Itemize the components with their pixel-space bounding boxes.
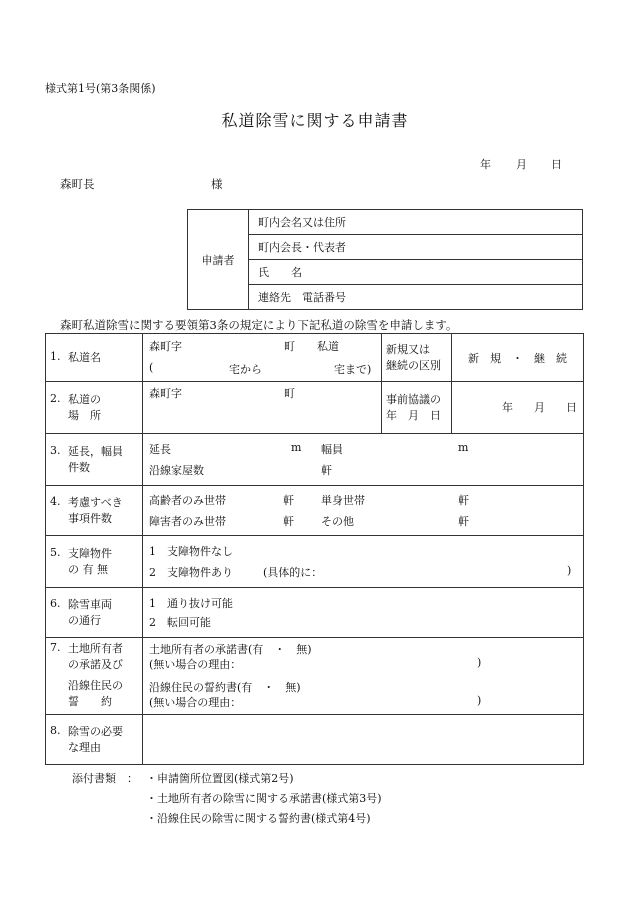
form-number: 様式第1号(第3条関係) [45, 82, 156, 95]
date-year-label: 年 [480, 158, 491, 171]
road-location-cell[interactable] [143, 382, 382, 434]
obstacle-option-present[interactable]: 2 支障物件あり [149, 565, 233, 579]
row-number: 7. [50, 641, 61, 654]
road-location-aza: 森町字 [149, 387, 182, 400]
date-day-label: 日 [551, 158, 562, 171]
owner-reason-close: ) [477, 656, 482, 669]
row-label: 考慮すべき 事項件数 [68, 495, 123, 525]
road-name-to: 宅まで) [334, 362, 372, 376]
resident-reason-label: (無い場合の理由： [149, 696, 242, 709]
row-label-second: 沿線住民の 誓 約 [68, 679, 123, 708]
attachment-item: ・沿線住民の除雪に関する誓約書(様式第4号) [146, 812, 371, 825]
other-unit: 軒 [458, 514, 469, 528]
passage-option-through[interactable]: 1 通り抜け可能 [149, 596, 233, 610]
table-row [46, 638, 584, 715]
applicant-field-phone[interactable]: 連絡先 電話番号 [249, 285, 583, 310]
applicant-label: 申請者 [188, 210, 249, 310]
application-table [45, 333, 584, 765]
row3-label-cell [46, 434, 143, 486]
row-number: 5. [50, 545, 61, 559]
row-number: 6. [50, 596, 61, 610]
row4-label-cell [46, 486, 143, 536]
table-row [46, 715, 584, 765]
row-label: 除雪の必要 な理由 [68, 724, 123, 754]
prior-consultation-label: 事前協議の 年 月 日 [382, 382, 452, 434]
consent-cell[interactable] [143, 638, 584, 715]
disabled-label: 障害者のみ世帯 [149, 514, 226, 528]
row6-label-cell [46, 588, 143, 638]
obstacle-detail-close: ) [567, 563, 572, 577]
statement-text: 森町私道除雪に関する要領第3条の規定により下記私道の除雪を申請します。 [60, 318, 458, 332]
disabled-unit: 軒 [283, 514, 294, 528]
prior-consultation-date[interactable] [452, 382, 584, 434]
row-label: 延長，幅員 件数 [68, 444, 123, 474]
row-number: 3. [50, 443, 61, 457]
row-label: 私道の 場 所 [68, 392, 101, 422]
elderly-label: 高齢者のみ世帯 [149, 493, 226, 507]
date-month-label: 月 [516, 158, 527, 171]
vehicle-passage-cell[interactable] [143, 588, 584, 638]
houses-unit: 軒 [321, 463, 332, 477]
row2-label-cell [46, 382, 143, 434]
row-label: 土地所有者 の承諾及び [68, 642, 123, 671]
row5-label-cell [46, 536, 143, 588]
road-name-from: 宅から [229, 362, 262, 376]
table-row [46, 536, 584, 588]
obstacles-cell[interactable] [143, 536, 584, 588]
row8-label-cell [46, 715, 143, 765]
row7-label-cell [46, 638, 143, 715]
other-label: その他 [321, 514, 354, 528]
road-name-aza: 森町字 [149, 339, 182, 353]
obstacle-option-none[interactable]: 1 支障物件なし [149, 544, 233, 558]
reason-cell[interactable] [143, 715, 584, 765]
road-name-cell[interactable] [143, 334, 382, 382]
addressee: 森町長 [60, 177, 95, 191]
table-row [46, 588, 584, 638]
applicant-table [187, 209, 583, 310]
table-row [46, 434, 584, 486]
applicant-field-name[interactable]: 氏 名 [249, 260, 583, 285]
resident-reason-close: ) [477, 694, 482, 707]
row-number: 4. [50, 494, 61, 508]
page-title: 私道除雪に関する申請書 [221, 111, 409, 130]
attachment-item: ・土地所有者の除雪に関する承諾書(様式第3号) [146, 792, 382, 805]
applicant-field-address[interactable]: 町内会名又は住所 [249, 210, 583, 235]
row-number: 2. [50, 391, 61, 405]
width-unit: m [458, 440, 469, 454]
row-label: 私道名 [68, 350, 101, 364]
row-number: 1. [50, 349, 61, 363]
new-or-continue-select[interactable]: 新 規 ・ 継 続 [452, 334, 584, 382]
road-name-paren: ( [149, 360, 154, 374]
considerations-cell[interactable] [143, 486, 584, 536]
consult-year: 年 [502, 401, 513, 414]
attachment-item: ・申請箇所位置図(様式第2号) [146, 772, 294, 785]
applicant-field-representative[interactable]: 町内会長・代表者 [249, 235, 583, 260]
attachments-label: 添付書類 ： [72, 772, 138, 785]
road-location-cho: 町 [284, 387, 295, 400]
road-name-shido: 私道 [317, 339, 339, 353]
consult-day: 日 [566, 401, 577, 414]
table-row [46, 334, 584, 382]
single-unit: 軒 [458, 493, 469, 507]
row1-label-cell [46, 334, 143, 382]
owner-consent-line: 土地所有者の承諾書(有 ・ 無) [149, 643, 312, 656]
resident-pledge-line: 沿線住民の誓約書(有 ・ 無) [149, 681, 301, 694]
row-label: 除雪車両 の通行 [68, 597, 112, 627]
table-row [46, 486, 584, 536]
obstacle-detail-label: (具体的に： [263, 565, 323, 579]
width-label: 幅員 [321, 442, 343, 456]
new-or-continue-label: 新規又は 継続の区別 [382, 334, 452, 382]
row-number: 8. [50, 723, 61, 737]
consult-month: 月 [534, 401, 545, 414]
houses-label: 沿線家屋数 [149, 463, 204, 477]
length-unit: m [291, 440, 302, 454]
passage-option-turn[interactable]: 2 転回可能 [149, 615, 211, 629]
length-width-cell[interactable] [143, 434, 584, 486]
elderly-unit: 軒 [283, 493, 294, 507]
table-row [46, 382, 584, 434]
honorific: 様 [211, 177, 223, 191]
row-label: 支障物件 の 有 無 [68, 546, 112, 576]
single-label: 単身世帯 [321, 493, 365, 507]
length-label: 延長 [149, 442, 171, 456]
owner-reason-label: (無い場合の理由： [149, 658, 242, 671]
road-name-cho: 町 [284, 339, 295, 353]
